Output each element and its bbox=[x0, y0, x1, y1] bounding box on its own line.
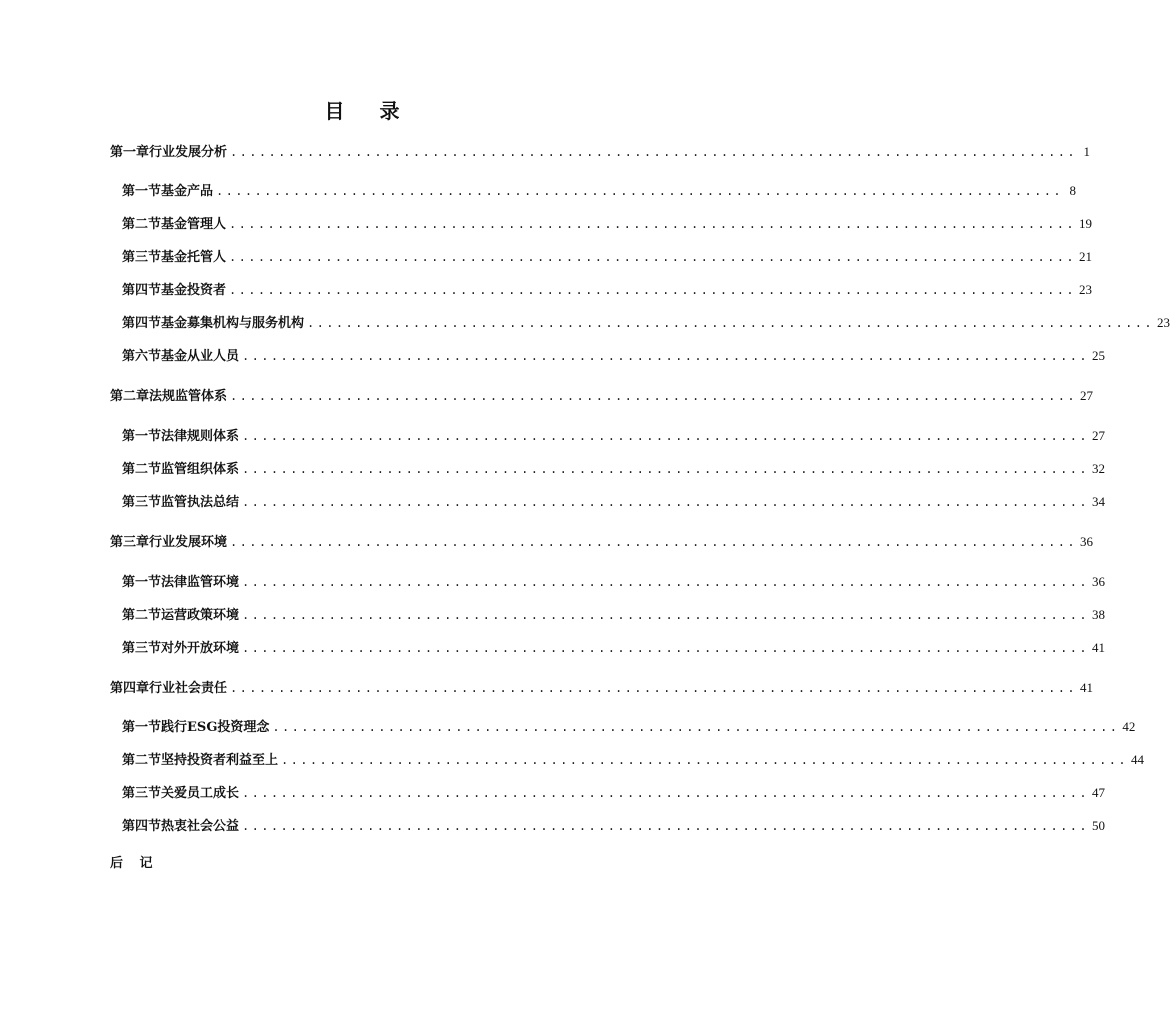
page-number: 36 bbox=[1080, 534, 1093, 549]
entry-title: 法律监管环境 bbox=[161, 575, 240, 590]
toc-entry-section[interactable] bbox=[122, 571, 1105, 591]
entry-number: 第四节 bbox=[122, 316, 162, 331]
entry-number: 第三节 bbox=[122, 641, 162, 656]
page-number: 23 bbox=[1157, 315, 1170, 330]
page-number: 19 bbox=[1079, 216, 1092, 231]
entry-title: 行业发展环境 bbox=[149, 535, 228, 550]
dot-leader: ........................................................................................ bbox=[242, 349, 1089, 363]
dot-leader: ........................................................................................ bbox=[216, 184, 1063, 198]
dot-leader: ........................................................................................ bbox=[242, 786, 1089, 800]
dot-leader: ........................................................................................ bbox=[230, 535, 1077, 549]
entry-number: 第一节 bbox=[122, 575, 162, 590]
dot-leader: ........................................................................................ bbox=[230, 681, 1077, 695]
page-number: 44 bbox=[1131, 752, 1144, 767]
entry-number: 第三节 bbox=[122, 250, 162, 265]
page-number: 36 bbox=[1092, 574, 1105, 589]
page-number: 23 bbox=[1079, 282, 1092, 297]
toc-entry-section[interactable] bbox=[122, 213, 1092, 233]
dot-leader: ........................................................................................ bbox=[242, 429, 1089, 443]
entry-number: 第四章 bbox=[110, 681, 150, 696]
entry-title: 对外开放环境 bbox=[161, 641, 240, 656]
entry-number: 第六节 bbox=[122, 349, 162, 364]
entry-number: 第二节 bbox=[122, 217, 162, 232]
entry-title: 运营政策环境 bbox=[161, 608, 240, 623]
page-number: 50 bbox=[1092, 818, 1105, 833]
entry-title: 监管组织体系 bbox=[161, 462, 240, 477]
entry-title: 监管执法总结 bbox=[161, 495, 240, 510]
entry-title: 关爱员工成长 bbox=[161, 786, 240, 801]
dot-leader: ........................................................................................ bbox=[242, 462, 1089, 476]
toc-entry-chapter[interactable] bbox=[110, 385, 1093, 405]
page-number: 8 bbox=[1069, 183, 1076, 198]
entry-title: 践行ESG投资理念 bbox=[161, 720, 270, 735]
toc-entry-section[interactable] bbox=[122, 246, 1092, 266]
page-number: 42 bbox=[1122, 719, 1136, 734]
entry-number: 第三节 bbox=[122, 495, 162, 510]
page-number: 25 bbox=[1092, 348, 1105, 363]
page-number: 38 bbox=[1092, 607, 1105, 622]
entry-title: 行业发展分析 bbox=[149, 145, 228, 160]
toc-entry-section[interactable] bbox=[122, 749, 1144, 769]
toc-entry-section[interactable] bbox=[122, 604, 1105, 624]
dot-leader: ........................................................................................ bbox=[242, 608, 1089, 622]
entry-number: 第二节 bbox=[122, 753, 162, 768]
toc-entry-chapter[interactable] bbox=[110, 677, 1093, 697]
entry-number: 第一章 bbox=[110, 145, 150, 160]
entry-number: 第一节 bbox=[122, 184, 162, 199]
toc-entry-chapter[interactable] bbox=[110, 141, 1090, 161]
entry-number: 第三章 bbox=[110, 535, 150, 550]
toc-entry-section[interactable] bbox=[122, 458, 1105, 478]
page-number: 27 bbox=[1092, 428, 1105, 443]
entry-number: 第二节 bbox=[122, 608, 162, 623]
entry-title: 坚持投资者利益至上 bbox=[161, 753, 279, 768]
entry-title: 基金投资者 bbox=[161, 283, 227, 298]
toc-entry-section[interactable] bbox=[122, 279, 1092, 299]
toc-entry-section[interactable] bbox=[122, 782, 1105, 802]
entry-number: 第二章 bbox=[110, 389, 150, 404]
dot-leader: ........................................................................................ bbox=[229, 250, 1076, 264]
toc-entry-afterword[interactable]: 后 记 bbox=[110, 856, 159, 871]
entry-title: 热衷社会公益 bbox=[161, 819, 240, 834]
entry-title: 基金产品 bbox=[161, 184, 214, 199]
toc-entry-section[interactable] bbox=[122, 716, 1136, 736]
entry-number: 第三节 bbox=[122, 786, 162, 801]
dot-leader: ........................................................................................ bbox=[229, 217, 1076, 231]
entry-title: 基金托管人 bbox=[161, 250, 227, 265]
dot-leader: ........................................................................................ bbox=[242, 819, 1089, 833]
page-number: 27 bbox=[1080, 388, 1093, 403]
toc-entry-section[interactable] bbox=[122, 345, 1105, 365]
page-title: 目 录 bbox=[324, 99, 414, 123]
entry-number: 第一节 bbox=[122, 720, 162, 735]
toc-entry-section[interactable] bbox=[122, 312, 1170, 332]
page-number: 21 bbox=[1079, 249, 1092, 264]
entry-number: 第一节 bbox=[122, 429, 162, 444]
dot-leader: ........................................................................................ bbox=[242, 575, 1089, 589]
page-number: 47 bbox=[1092, 785, 1105, 800]
dot-leader: ........................................................................................ bbox=[307, 316, 1154, 330]
entry-title: 行业社会责任 bbox=[149, 681, 228, 696]
entry-title: 法规监管体系 bbox=[149, 389, 228, 404]
page-number: 41 bbox=[1080, 680, 1093, 695]
toc-entry-section[interactable] bbox=[122, 815, 1105, 835]
entry-number: 第四节 bbox=[122, 283, 162, 298]
page-number: 32 bbox=[1092, 461, 1105, 476]
toc-entry-section[interactable] bbox=[122, 637, 1105, 657]
dot-leader: ........................................................................................ bbox=[272, 720, 1120, 734]
dot-leader: ........................................................................................ bbox=[242, 495, 1089, 509]
entry-title: 基金募集机构与服务机构 bbox=[161, 316, 305, 331]
toc-entry-section[interactable] bbox=[122, 425, 1105, 445]
page-number: 41 bbox=[1092, 640, 1105, 655]
page-number: 1 bbox=[1083, 144, 1090, 159]
dot-leader: ........................................................................................ bbox=[229, 283, 1076, 297]
entry-number: 第四节 bbox=[122, 819, 162, 834]
entry-number: 第二节 bbox=[122, 462, 162, 477]
toc-entry-section[interactable] bbox=[122, 491, 1105, 511]
toc-entry-chapter[interactable] bbox=[110, 531, 1093, 551]
dot-leader: ........................................................................................ bbox=[230, 389, 1077, 403]
dot-leader: ........................................................................................ bbox=[230, 145, 1077, 159]
dot-leader: ........................................................................................ bbox=[281, 753, 1128, 767]
entry-title: 基金管理人 bbox=[161, 217, 227, 232]
toc-entry-section[interactable] bbox=[122, 180, 1076, 200]
page-number: 34 bbox=[1092, 494, 1105, 509]
entry-title: 法律规则体系 bbox=[161, 429, 240, 444]
entry-title: 基金从业人员 bbox=[161, 349, 240, 364]
dot-leader: ........................................................................................ bbox=[242, 641, 1089, 655]
